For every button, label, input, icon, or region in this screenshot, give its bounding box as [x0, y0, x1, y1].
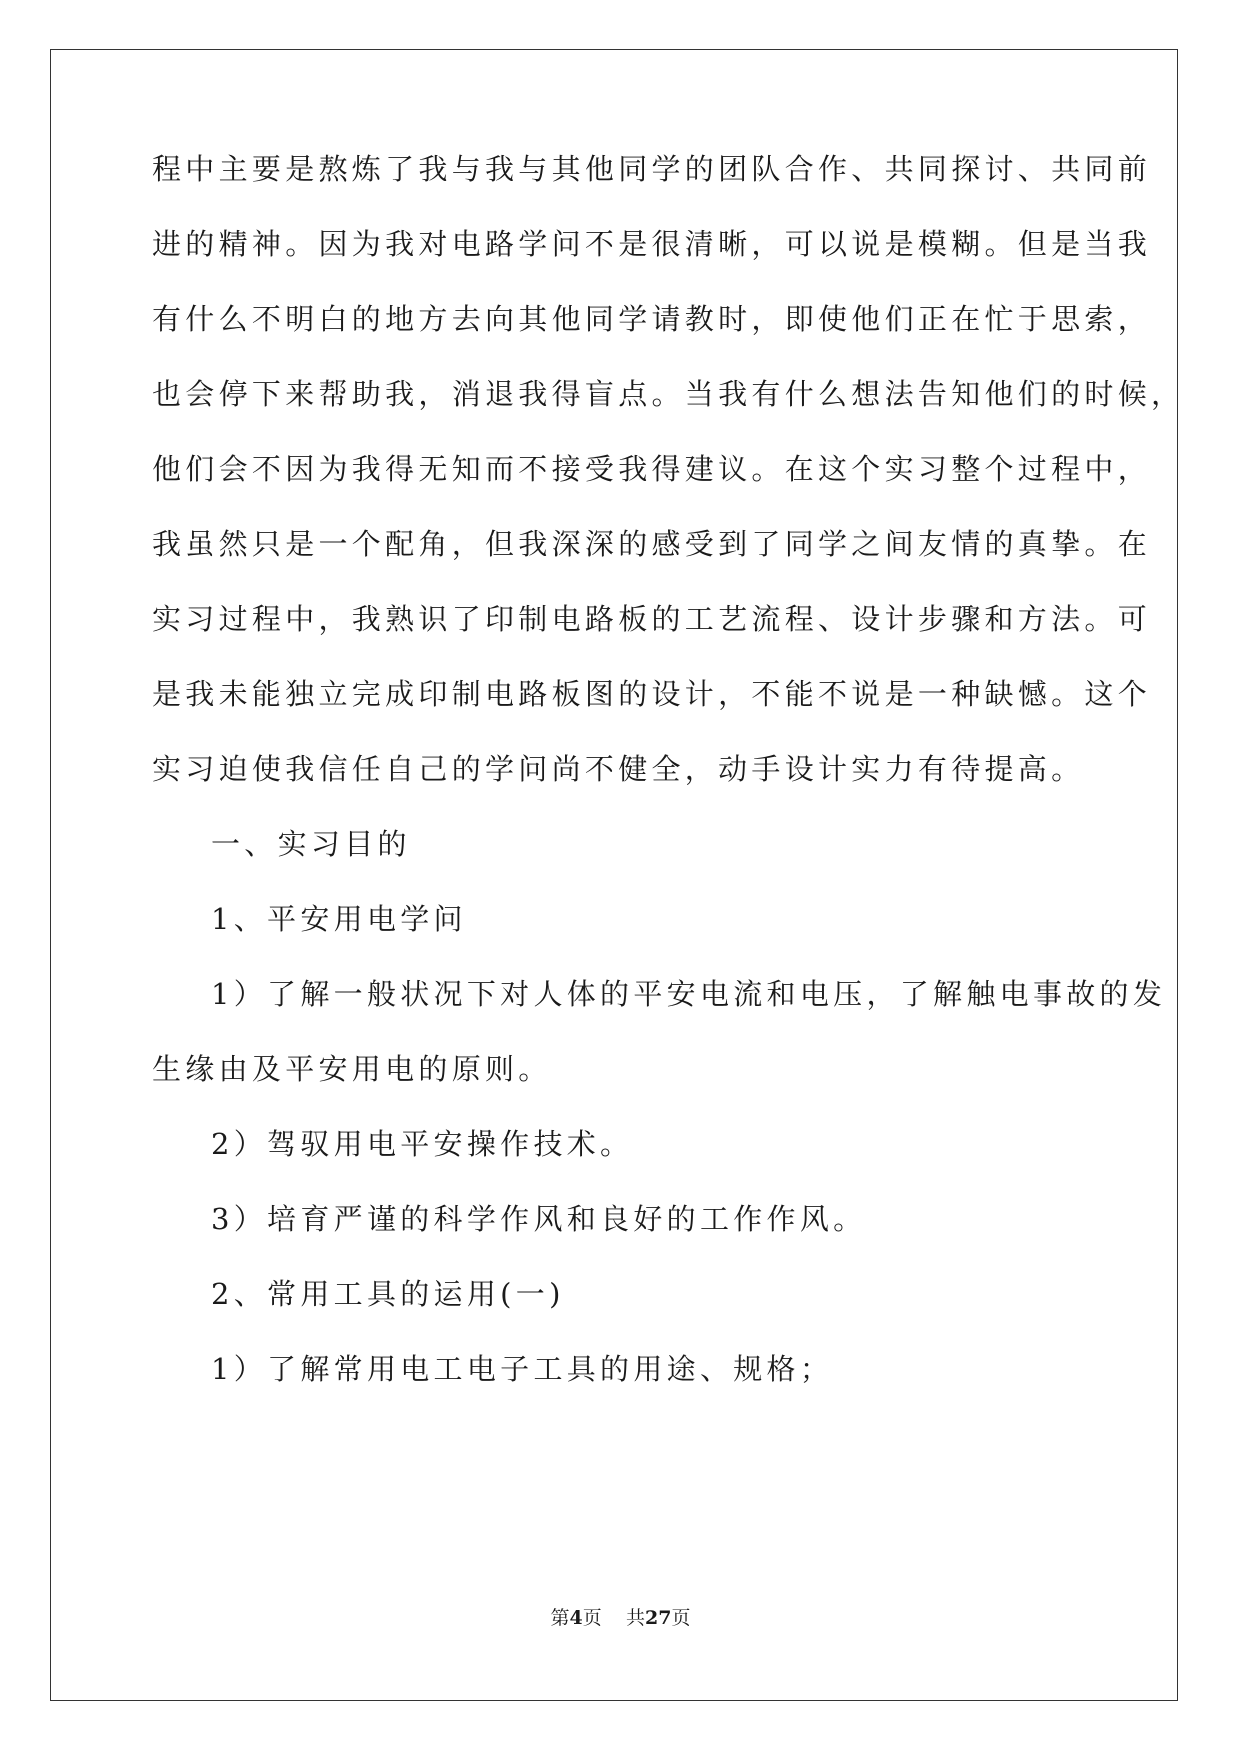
list-item-2-1: 1）了解常用电工电子工具的用途、规格； — [211, 1352, 834, 1386]
subsection-2-title: 2、常用工具的运用(一) — [211, 1277, 565, 1311]
paragraph-line-2: 进的精神。因为我对电路学问不是很清晰，可以说是模糊。但是当我 — [152, 227, 1152, 261]
page-footer — [0, 1606, 1241, 1630]
footer-page-number: 4 — [569, 1607, 583, 1629]
paragraph-line-4: 也会停下来帮助我，消退我得盲点。当我有什么想法告知他们的时候， — [152, 377, 1185, 411]
subsection-1-title: 1、平安用电学问 — [211, 902, 467, 936]
list-item-1-1-line-2: 生缘由及平安用电的原则。 — [152, 1052, 552, 1086]
footer-total-suffix: 页 — [671, 1607, 691, 1629]
paragraph-line-3: 有什么不明白的地方去向其他同学请教时，即使他们正在忙于思索， — [152, 302, 1152, 336]
paragraph-line-8: 是我未能独立完成印制电路板图的设计，不能不说是一种缺憾。这个 — [152, 677, 1152, 711]
page-border — [50, 49, 1178, 1701]
paragraph-line-1: 程中主要是熬炼了我与我与其他同学的团队合作、共同探讨、共同前 — [152, 152, 1152, 186]
footer-page-suffix: 页 — [582, 1607, 602, 1629]
footer-prefix: 第 — [550, 1607, 570, 1629]
list-item-1-2: 2）驾驭用电平安操作技术。 — [211, 1127, 634, 1161]
list-item-1-3: 3）培育严谨的科学作风和良好的工作作风。 — [211, 1202, 867, 1236]
section-heading: 一、实习目的 — [211, 827, 411, 861]
list-item-1-1-line-1: 1）了解一般状况下对人体的平安电流和电压，了解触电事故的发 — [211, 977, 1167, 1011]
paragraph-line-6: 我虽然只是一个配角，但我深深的感受到了同学之间友情的真挚。在 — [152, 527, 1152, 561]
paragraph-line-7: 实习过程中，我熟识了印制电路板的工艺流程、设计步骤和方法。可 — [152, 602, 1152, 636]
paragraph-line-5: 他们会不因为我得无知而不接受我得建议。在这个实习整个过程中， — [152, 452, 1152, 486]
footer-total-pages: 27 — [644, 1607, 672, 1629]
paragraph-line-9: 实习迫使我信任自己的学问尚不健全，动手设计实力有待提高。 — [152, 752, 1085, 786]
footer-total-prefix: 共 — [625, 1607, 645, 1629]
